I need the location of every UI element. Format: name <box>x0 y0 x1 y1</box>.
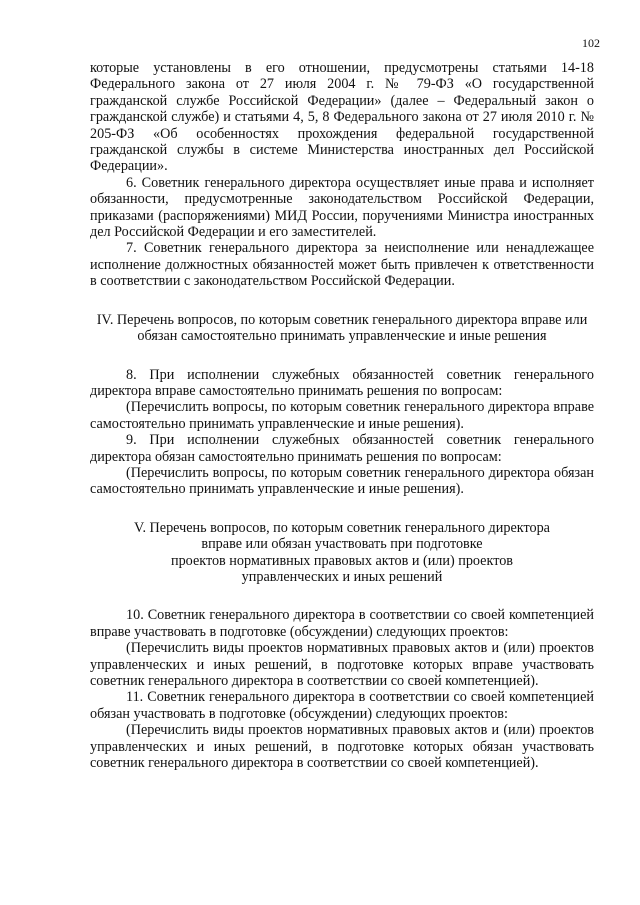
paragraph-11: 11. Советник генерального директора в соответствии со своей компетенцией обязан участвовать в подготовке (обсуждении) следующих проектов: <box>90 689 594 722</box>
section-5-title-line-3: проектов нормативных правовых актов и (или) проектов <box>170 552 513 569</box>
paragraph-7: 7. Советник генерального директора за неисполнение или ненадлежащее исполнение должностных обязанностей может быть привлечен к ответственности в соответствии с законодательством Российской Федерации. <box>90 240 594 290</box>
paragraph-10: 10. Советник генерального директора в соответствии со своей компетенцией вправе участвовать в подготовке (обсуждении) следующих проектов: <box>90 607 594 640</box>
section-5-title-line-4: управленческих и иных решений <box>241 568 443 585</box>
section-5-title <box>90 520 594 586</box>
page-number: 102 <box>582 36 600 50</box>
paragraph-8: 8. При исполнении служебных обязанностей советник генерального директора вправе самостоятельно принимать решения по вопросам: <box>90 366 594 399</box>
paragraph-9-note: (Перечислить вопросы, по которым советник генерального директора обязан самостоятельно принимать управленческие и иные решения). <box>90 464 594 498</box>
paragraph-intro: которые установлены в его отношении, предусмотрены статьями 14-18 Федерального закона от 27 июля 2004 г. № 79-ФЗ «О государственной гражданской службе Российской Федерации» (далее – Федеральный закон о гражданской службе) и статьями 4, 5, 8 Федерального закона от 27 июля 2010 г. № 205-ФЗ «Об особенностях прохождения федеральной государственной гражданской службы в системе Министерства иностранных дел Российской Федерации». <box>90 60 594 175</box>
section-5-title-line-1: V. Перечень вопросов, по которым советник генерального директора <box>134 519 550 536</box>
section-5-title-line-2: вправе или обязан участвовать при подготовке <box>201 536 483 553</box>
paragraph-9: 9. При исполнении служебных обязанностей советник генерального директора обязан самостоятельно принимать решения по вопросам: <box>90 432 594 465</box>
paragraph-10-note: (Перечислить виды проектов нормативных правовых актов и (или) проектов управленческих и иных решений, в подготовке которых вправе участвовать советник генерального директора в соответствии со своей компетенцией). <box>90 640 594 689</box>
document-body <box>90 60 594 771</box>
section-4-title: IV. Перечень вопросов, по которым советник генерального директора вправе или обязан самостоятельно принимать управленческие и иные решения <box>96 311 588 345</box>
paragraph-11-note: (Перечислить виды проектов нормативных правовых актов и (или) проектов управленческих и иных решений, в подготовке которых обязан участвовать советник генерального директора в соответствии со своей компетенцией). <box>90 722 594 772</box>
paragraph-6: 6. Советник генерального директора осуществляет иные права и исполняет обязанности, предусмотренные законодательством Российской Федерации, приказами (распоряжениями) МИД России, поручениями Министра иностранных дел Российской Федерации и его заместителей. <box>90 174 594 241</box>
paragraph-8-note: (Перечислить вопросы, по которым советник генерального директора вправе самостоятельно принимать управленческие и иные решения). <box>90 399 594 432</box>
